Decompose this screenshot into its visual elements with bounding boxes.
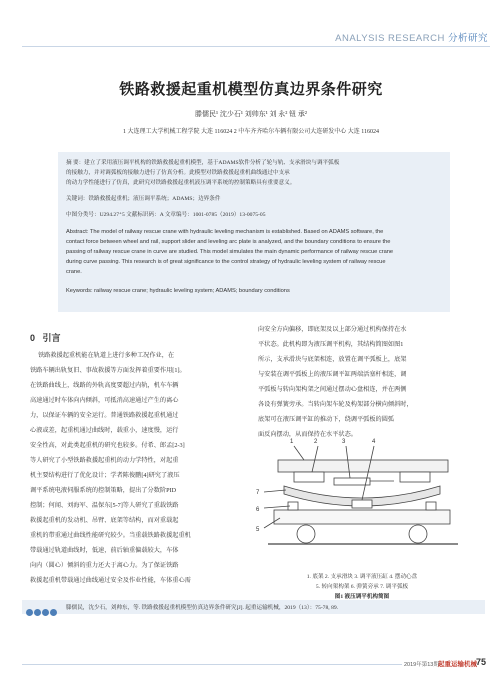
leader-6 bbox=[264, 506, 290, 508]
body-line: 救援起重机带载通过曲线通过安全及作业性能，车体重心需 bbox=[30, 577, 191, 584]
leader-7 bbox=[264, 490, 286, 492]
body-line: 向内（圆心）倾斜的重力还大于离心力。为了保证铁路 bbox=[30, 562, 179, 569]
body-line: 救援起重机的发动机、吊臂、底架等结构，而对重载起 bbox=[30, 517, 179, 524]
keywords-en: Keywords: railway rescue crane; hydraulic leveling system; ADAMS; boundary conditions bbox=[66, 288, 290, 294]
body-line: 带载通过轨道曲线时，低速，前后轴重偏载较大，车体 bbox=[30, 547, 179, 554]
section-title: 引言 bbox=[42, 333, 61, 343]
body-line: 心液或差，起重机通过曲线时，载重小，速度慢，运行 bbox=[30, 427, 179, 434]
affiliation: 1 大连理工大学机械工程学院 大连 116024 2 中车齐齐哈尔车辆有限公司大连研发中心 大连 116024 bbox=[122, 129, 380, 135]
abstract-box bbox=[58, 152, 450, 312]
author-list: 滕儒民¹ 沈少石¹ 刘帅东¹ 刘 永² 钮 承² bbox=[195, 110, 307, 118]
abstract-en-line: during curve passing. This research is of great significance to the control strategy of hydraulic leveling system of railway rescue bbox=[66, 259, 386, 265]
header-rule bbox=[22, 46, 490, 47]
body-line: 高速通过时车体向内倾斜，可抵消高速通过产生的离心 bbox=[30, 397, 179, 404]
classification-meta: 中图分类号：U294.27⁺5 文献标识码：A 文章编号：1001-0785（2019）13-0075-05 bbox=[66, 212, 266, 218]
body-line: 等人研究了小型铁路救援起重机的动力学特性，对起重 bbox=[30, 457, 179, 464]
callout-5: 5 bbox=[256, 527, 260, 533]
page-number: 75 bbox=[476, 657, 487, 667]
support-slider-left bbox=[294, 472, 324, 482]
body-line: 调平系统电液伺服系统的控制策略，提出了分数阶PID bbox=[30, 487, 177, 494]
abstract-en-line: crane. bbox=[66, 269, 82, 275]
journal-brand: 起重运输机械 bbox=[438, 661, 477, 668]
wheel-right bbox=[409, 525, 427, 543]
abstract-en-line: contact force between wheel and rail, support slider and leveling arc plate is analyzed, and the boundary conditions to ensure the bbox=[66, 239, 391, 245]
section-header-en: ANALYSIS RESEARCH bbox=[335, 33, 445, 44]
figure-leveling-mechanism bbox=[254, 430, 470, 568]
body-line: 机主要结构进行了优化设计；学者陈俊鹏[4]研究了液压 bbox=[30, 472, 180, 479]
bogie-frame bbox=[274, 510, 450, 524]
callout-1: 1 bbox=[290, 439, 294, 445]
abstract-cn-line: 摘 要：建立了采用液压调平机构的铁路救援起重机模型，基于ADAMS软件分析了轮与轨、支承滑块与调平弧板 bbox=[66, 160, 340, 166]
callout-7: 7 bbox=[256, 490, 260, 496]
abstract-cn-line: 的动力学性能进行了仿真，此研究对铁路救援起重机液压调平系统的控制策略具有重要意义。 bbox=[66, 180, 296, 186]
body-line: 铁路车辆出轨复旧、事故救援等方面发挥着重要作用[1]。 bbox=[30, 367, 186, 374]
footer-rule bbox=[22, 664, 402, 665]
spring-side-bearing-right bbox=[426, 502, 436, 510]
callout-2: 2 bbox=[314, 439, 318, 445]
support-slider-right bbox=[400, 472, 430, 482]
body-line: 平弧板与转向架构架之间通过摆动心盘相连，并在两侧 bbox=[258, 386, 407, 393]
leader-1 bbox=[294, 446, 304, 460]
citation-dots-icon bbox=[26, 603, 58, 621]
swing-center-plate bbox=[352, 500, 372, 508]
callout-4: 4 bbox=[372, 439, 376, 445]
section-header bbox=[335, 30, 488, 44]
body-line: 力，以保证车辆的安全运行。普通铁路救援起重机通过 bbox=[30, 412, 179, 419]
section-heading bbox=[30, 331, 61, 344]
wheel-left bbox=[297, 525, 315, 543]
section-header-cn: 分析研究 bbox=[447, 33, 488, 44]
body-line: 各设有弹簧旁承。当转向架车轮及构架部分横向倾斜时， bbox=[258, 401, 413, 408]
figure-legend-line: 5. 转向架构架 6. 弹簧旁承 7. 调平弧板 bbox=[315, 584, 409, 590]
issue-date: 2019年第13期 bbox=[404, 662, 439, 668]
body-line: 面反向摆动，从而保持在水平状态。 bbox=[258, 431, 357, 438]
paper-title: 铁路救援起重机模型仿真边界条件研究 bbox=[119, 82, 383, 98]
body-line: 安全性高，对此类起重机的研究也较多。付希、郎孟[2-3] bbox=[30, 442, 185, 449]
leveling-cylinder bbox=[334, 478, 370, 485]
body-line: 底架可在液压调平缸的推动下，绕调平弧板的圆弧 bbox=[258, 416, 395, 423]
body-line: 铁路救援起重机能在轨道上进行多种工况作业，在 bbox=[38, 352, 175, 359]
body-line: 重机的带重通过曲线性能研究较少。当重载铁路救援起重机 bbox=[30, 532, 191, 539]
citation-text: 滕儒民，沈少石，刘帅东，等. 铁路救援起重机模型仿真边界条件研究[J]. 起重运输机械，2019（13）：75-78, 89. bbox=[66, 605, 339, 611]
abstract-en-line: passing of railway rescue crane in curve are studied. This model simulates the main dynamic performance of railway rescue crane bbox=[66, 249, 394, 255]
body-line: 所示，支承滑块与底架相连，放置在调平弧板上，底架 bbox=[258, 356, 407, 363]
body-line: 平状态。此机构即为液压调平机构，其结构简图如图1 bbox=[258, 341, 404, 348]
callout-3: 3 bbox=[342, 439, 346, 445]
underframe-shape bbox=[278, 460, 448, 472]
figure-legend-line: 1. 底架 2. 支承滑块 3. 调平液压缸 4. 摆动心盘 bbox=[306, 574, 418, 580]
body-line: 控制；何闻、刘海军、温保东[5-7]等人研究了重载铁路 bbox=[30, 502, 179, 509]
body-line: 与安装在调平弧板上的液压调平缸两端活塞杆相连，调 bbox=[258, 371, 407, 378]
callout-6: 6 bbox=[256, 507, 260, 513]
leader-4 bbox=[362, 446, 374, 500]
section-number: 0 bbox=[30, 333, 36, 343]
abstract-cn-line: 的接触力，并对调弧板的接触力进行了仿真分析。此模型对铁路救援起重机曲线通过中支承 bbox=[66, 170, 290, 176]
body-line: 在铁路曲线上，线路的外轨高度要超过内轨，机车车辆 bbox=[30, 382, 179, 389]
figure-caption: 图1 液压调平机构简图 bbox=[334, 594, 390, 600]
keywords-cn: 关键词：铁路救援起重机；液压调平系统；ADAMS；边界条件 bbox=[66, 196, 221, 202]
body-line: 向安全方向偏移，即底架及以上部分通过机构保持在水 bbox=[258, 326, 407, 333]
abstract-en-line: Abstract: The model of railway rescue crane with hydraulic leveling mechanism is established. Based on ADAMS software, the bbox=[66, 229, 384, 235]
